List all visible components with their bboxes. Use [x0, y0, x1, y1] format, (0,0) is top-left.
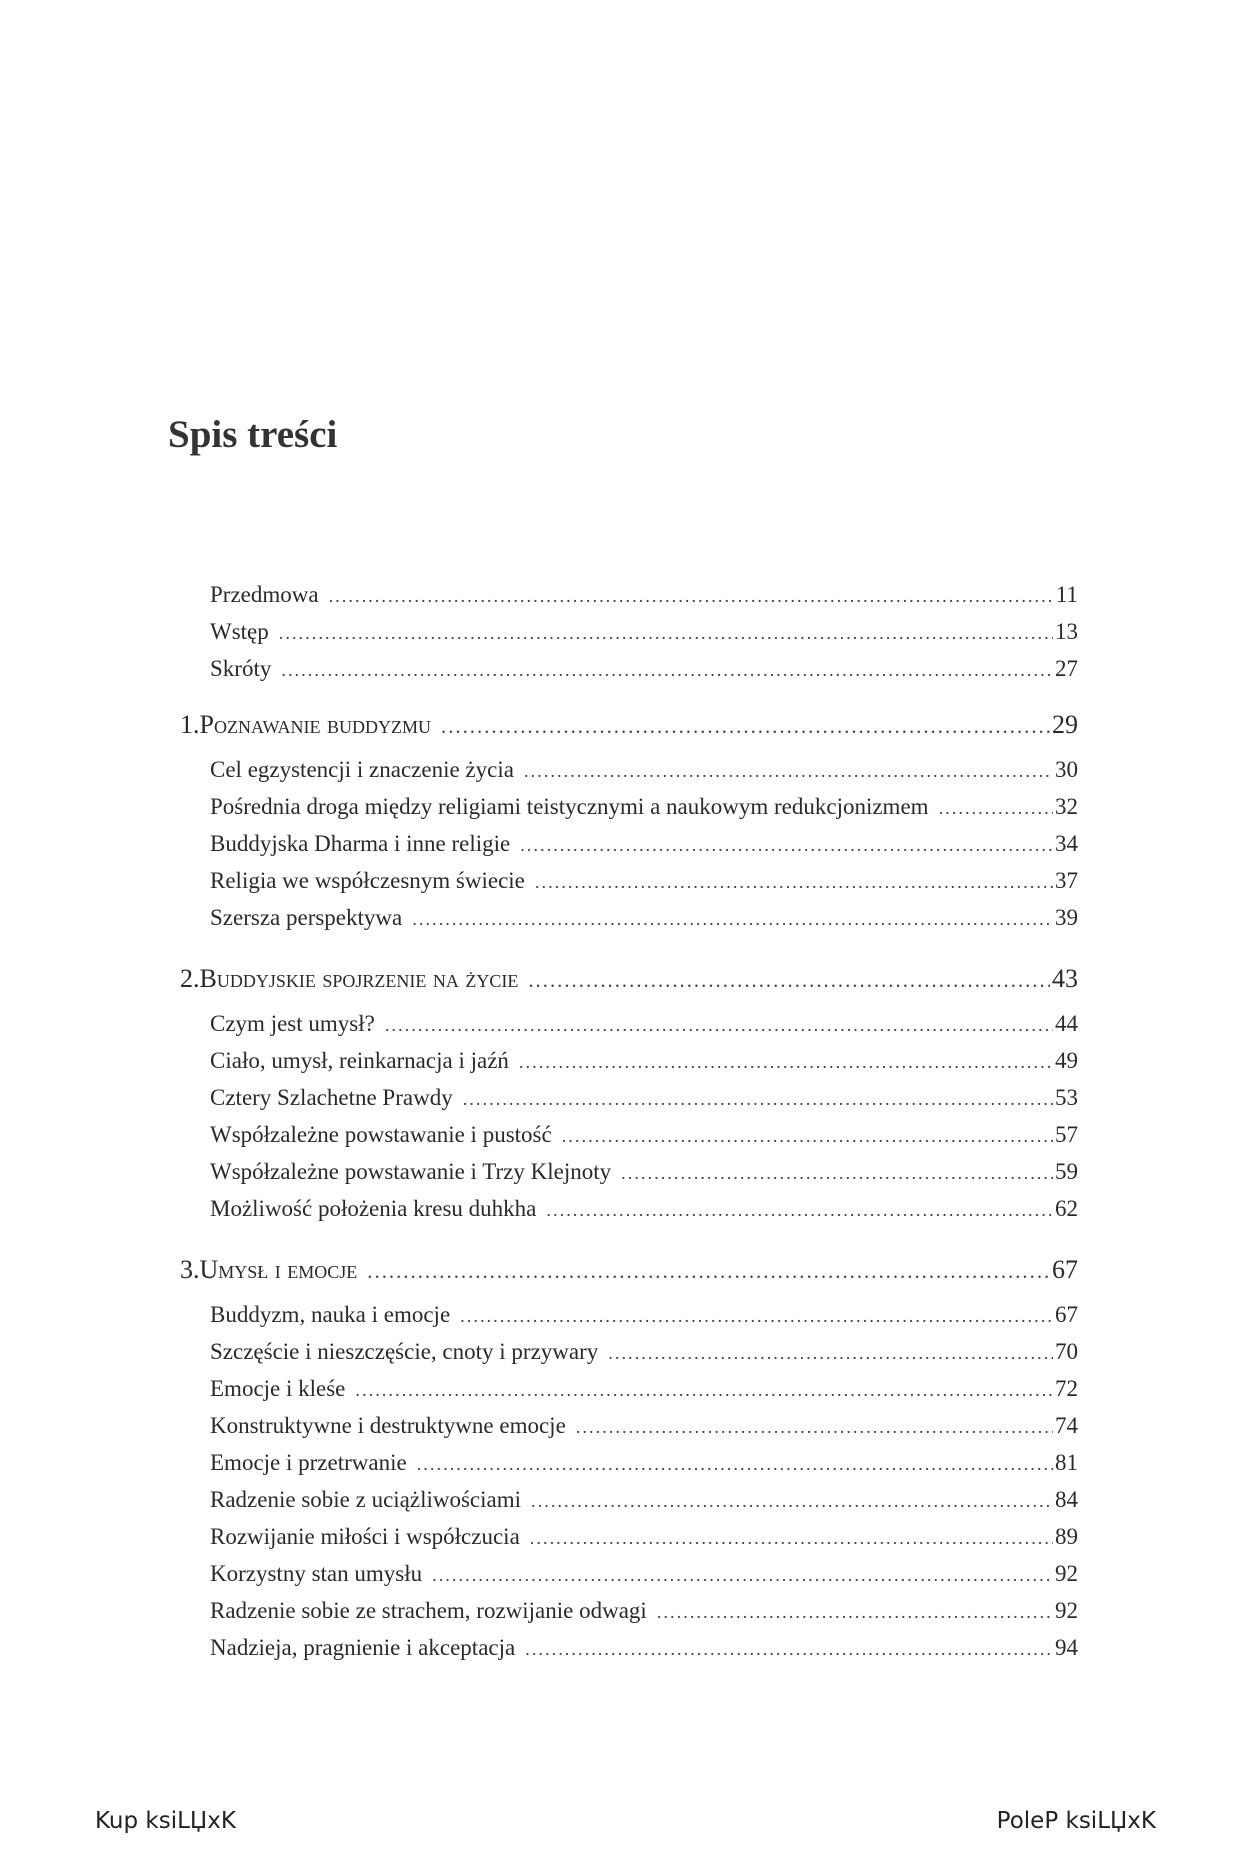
- toc-entry[interactable]: [210, 905, 1078, 935]
- toc-entry[interactable]: [210, 757, 1078, 787]
- toc-page-number: 67: [1055, 1302, 1078, 1327]
- dot-leader: [432, 1565, 1053, 1586]
- toc-entry[interactable]: [210, 1048, 1078, 1078]
- toc-entry[interactable]: [210, 1339, 1078, 1369]
- toc-entry-label: Umysł i emocje: [199, 1255, 358, 1284]
- toc-entry-label: Konstruktywne i destruktywne emocje: [210, 1413, 566, 1438]
- toc-page-number: 43: [1052, 964, 1078, 993]
- dot-leader: [525, 1639, 1053, 1660]
- toc-entry-label: Radzenie sobie ze strachem, rozwijanie odwagi: [210, 1598, 647, 1623]
- toc-page-number: 32: [1055, 794, 1078, 819]
- toc-entry-label: Rozwijanie miłości i współczucia: [210, 1524, 520, 1549]
- toc-entry[interactable]: [210, 656, 1078, 686]
- toc-entry-label: Możliwość położenia kresu duhkha: [210, 1196, 537, 1221]
- toc-entry-label: Szersza perspektywa: [210, 905, 403, 930]
- toc-page-number: 37: [1055, 868, 1078, 893]
- toc-page-number: 39: [1055, 905, 1078, 930]
- toc-chapter[interactable]: [180, 710, 1078, 744]
- toc-page-number: 29: [1052, 710, 1078, 739]
- toc-entry-label: Poznawanie buddyzmu: [199, 710, 431, 739]
- dot-leader: [385, 1015, 1053, 1036]
- toc-entry[interactable]: [210, 1524, 1078, 1554]
- buy-book-link[interactable]: Kup ksiLЏxK: [95, 1808, 236, 1834]
- dot-leader: [621, 1163, 1053, 1184]
- toc-entry[interactable]: [210, 1122, 1078, 1152]
- toc-entry-label: Nadzieja, pragnienie i akceptacja: [210, 1635, 516, 1660]
- toc-entry-label: Korzystny stan umysłu: [210, 1561, 423, 1586]
- toc-entry[interactable]: [210, 1376, 1078, 1406]
- dot-leader: [576, 1417, 1053, 1438]
- toc-entry[interactable]: [210, 868, 1078, 898]
- toc-chapter-number: 3.: [180, 1255, 200, 1284]
- toc-entry[interactable]: [210, 1085, 1078, 1115]
- toc-entry-label: Szczęście i nieszczęście, cnoty i przywary: [210, 1339, 599, 1364]
- toc-page-number: 72: [1055, 1376, 1078, 1401]
- toc-entry-label: Emocje i przetrwanie: [210, 1450, 407, 1475]
- dot-leader: [279, 623, 1053, 644]
- toc-entry[interactable]: [210, 1450, 1078, 1480]
- toc-page-number: 67: [1052, 1255, 1078, 1284]
- toc-page-number: 84: [1055, 1487, 1078, 1512]
- dot-leader: [535, 872, 1053, 893]
- toc-page-number: 70: [1055, 1339, 1078, 1364]
- toc-entry-label: Pośrednia droga między religiami teistycznymi a naukowym redukcjonizmem: [210, 794, 929, 819]
- toc-chapter-number: 2.: [180, 964, 200, 993]
- page-title: Spis treści: [168, 413, 338, 456]
- toc-page-number: 81: [1055, 1450, 1078, 1475]
- toc-entry[interactable]: [210, 1413, 1078, 1443]
- toc-entry-label: Cel egzystencji i znaczenie życia: [210, 757, 514, 782]
- toc-chapter[interactable]: [180, 1255, 1078, 1289]
- toc-entry-label: Przedmowa: [210, 582, 319, 607]
- toc-entry[interactable]: [210, 1196, 1078, 1226]
- dot-leader: [562, 1126, 1053, 1147]
- toc-entry[interactable]: [210, 1635, 1078, 1665]
- toc-entry[interactable]: [210, 794, 1078, 824]
- toc-entry-label: Buddyjska Dharma i inne religie: [210, 831, 511, 856]
- toc-entry[interactable]: [210, 1561, 1078, 1591]
- dot-leader: [329, 586, 1054, 607]
- toc-chapter[interactable]: [180, 964, 1078, 998]
- toc-entry-label: Religia we współczesnym świecie: [210, 868, 525, 893]
- toc-entry-label: Wstęp: [210, 619, 269, 644]
- toc-entry-label: Współzależne powstawanie i pustość: [210, 1122, 552, 1147]
- dot-leader: [281, 660, 1053, 681]
- dot-leader: [531, 1491, 1053, 1512]
- toc-entry-label: Czym jest umysł?: [210, 1011, 375, 1036]
- toc-page-number: 57: [1055, 1122, 1078, 1147]
- toc-page-number: 62: [1055, 1196, 1078, 1221]
- toc-entry[interactable]: [210, 582, 1078, 612]
- dot-leader: [524, 761, 1053, 782]
- toc-page-number: 11: [1055, 582, 1078, 607]
- toc-page-number: 49: [1055, 1048, 1078, 1073]
- toc-entry[interactable]: [210, 831, 1078, 861]
- toc-entry[interactable]: [210, 1011, 1078, 1041]
- toc-page-number: 53: [1055, 1085, 1078, 1110]
- dot-leader: [528, 969, 1050, 993]
- dot-leader: [520, 835, 1053, 856]
- toc-page-number: 92: [1055, 1561, 1078, 1586]
- toc-entry-label: Współzależne powstawanie i Trzy Klejnoty: [210, 1159, 612, 1184]
- dot-leader: [355, 1380, 1053, 1401]
- recommend-book-link[interactable]: PoleP ksiLЏxK: [996, 1808, 1156, 1834]
- toc-entry-label: Skróty: [210, 656, 272, 681]
- toc-page-number: 89: [1055, 1524, 1078, 1549]
- dot-leader: [546, 1200, 1053, 1221]
- toc-page-number: 92: [1055, 1598, 1078, 1623]
- toc-page-number: 13: [1055, 619, 1078, 644]
- toc-entry-label: Radzenie sobie z uciążliwościami: [210, 1487, 522, 1512]
- toc-entry[interactable]: [210, 619, 1078, 649]
- toc-page-number: 30: [1055, 757, 1078, 782]
- dot-leader: [412, 909, 1053, 930]
- dot-leader: [441, 715, 1050, 739]
- toc-page-number: 59: [1055, 1159, 1078, 1184]
- toc-entry-label: Buddyzm, nauka i emocje: [210, 1302, 451, 1327]
- toc-entry-label: Buddyjskie spojrzenie na życie: [199, 964, 519, 993]
- toc-entry-label: Ciało, umysł, reinkarnacja i jaźń: [210, 1048, 509, 1073]
- dot-leader: [463, 1089, 1053, 1110]
- toc-entry[interactable]: [210, 1302, 1078, 1332]
- toc-page-number: 74: [1055, 1413, 1078, 1438]
- toc-chapter-number: 1.: [180, 710, 200, 739]
- toc-entry[interactable]: [210, 1487, 1078, 1517]
- dot-leader: [657, 1602, 1053, 1623]
- dot-leader: [939, 798, 1053, 819]
- dot-leader: [530, 1528, 1053, 1549]
- toc-entry[interactable]: [210, 1598, 1078, 1628]
- toc-page-number: 34: [1055, 831, 1078, 856]
- toc-page-number: 94: [1055, 1635, 1078, 1660]
- dot-leader: [367, 1260, 1050, 1284]
- toc-entry[interactable]: [210, 1159, 1078, 1189]
- toc-page-number: 44: [1055, 1011, 1078, 1036]
- toc-page-number: 27: [1055, 656, 1078, 681]
- toc-entry-label: Cztery Szlachetne Prawdy: [210, 1085, 453, 1110]
- toc-entry-label: Emocje i kleśe: [210, 1376, 346, 1401]
- dot-leader: [608, 1343, 1053, 1364]
- dot-leader: [417, 1454, 1053, 1475]
- dot-leader: [519, 1052, 1053, 1073]
- dot-leader: [460, 1306, 1053, 1327]
